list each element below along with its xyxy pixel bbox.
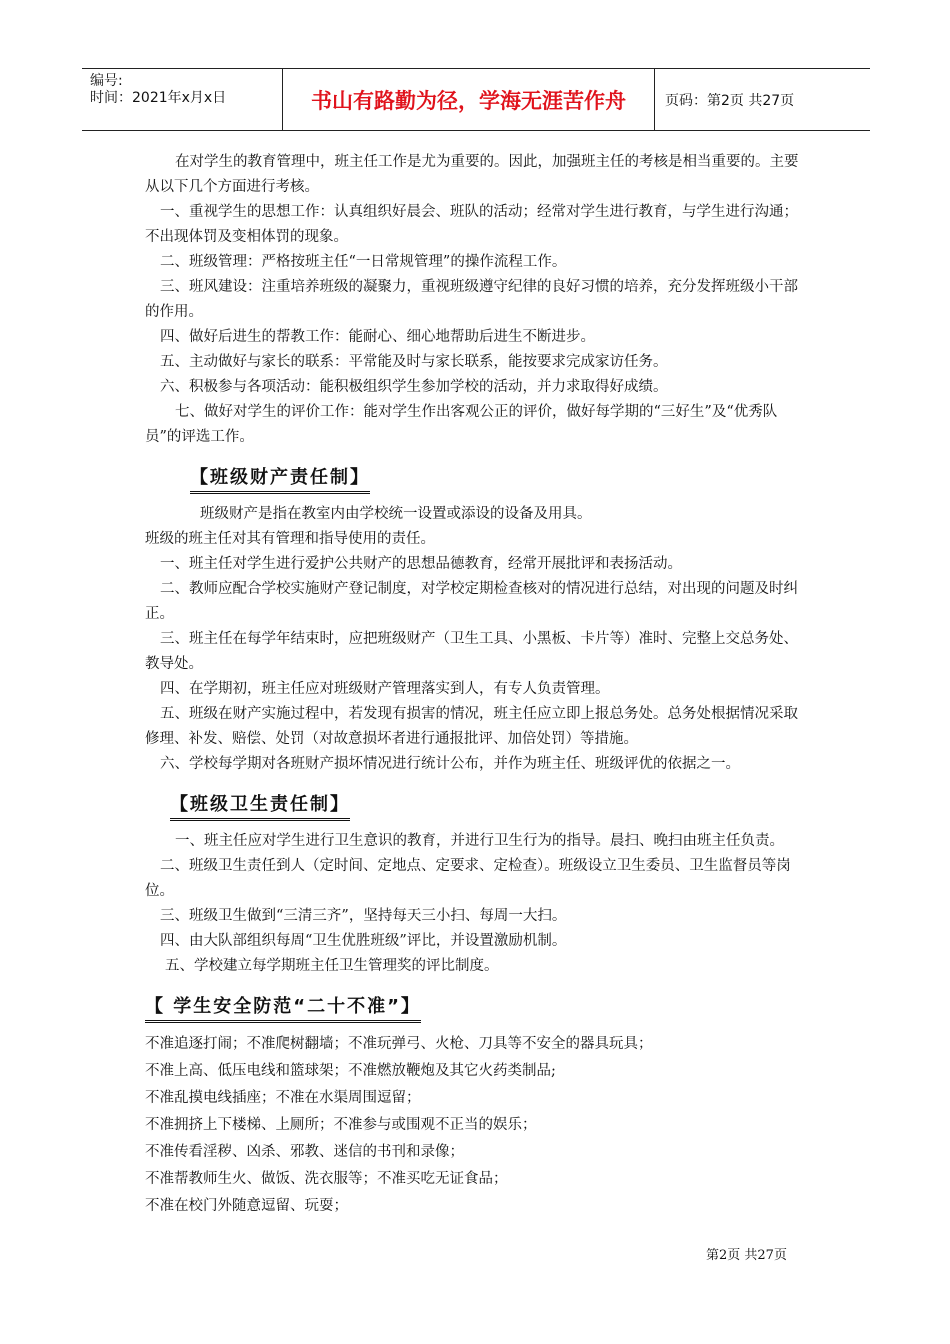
section-title-safety: 【 学生安全防范“二十不准”】 [145,989,810,1025]
intro-item: 一、重视学生的思想工作：认真组织好晨会、班队的活动；经常对学生进行教育，与学生进行沟通；不出现体罚及变相体罚的现象。 [145,204,798,245]
hygiene-item: 二、班级卫生责任到人（定时间、定地点、定要求、定检查）。班级设立卫生委员、卫生监督员等岗位。 [145,858,791,899]
page-footer: 第2页 共27页 [706,1248,787,1263]
intro-item: 二、班级管理：严格按班主任“一日常规管理”的操作流程工作。 [160,254,567,270]
safety-rule: 不准拥挤上下楼梯、上厕所；不准参与或围观不正当的娱乐； [145,1117,537,1133]
safety-rule: 不准乱摸电线插座；不准在水渠周围逗留； [145,1090,421,1106]
section-title-property: 【班级财产责任制】 [145,460,810,496]
property-item: 四、在学期初，班主任应对班级财产管理落实到人，有专人负责管理。 [160,681,610,697]
date-label: 时间：2021年x月x日 [90,90,227,106]
safety-rule: 不准在校门外随意逗留、玩耍； [145,1198,348,1214]
header-info [82,69,282,130]
property-lead: 班级的班主任对其有管理和指导使用的责任。 [145,531,435,547]
property-item: 五、班级在财产实施过程中，若发现有损害的情况，班主任应立即上报总务处。总务处根据情况采取修理、补发、赔偿、处罚（对故意损坏者进行通报批评、加倍处罚）等措施。 [145,706,798,747]
intro-item: 七、做好对学生的评价工作：能对学生作出客观公正的评价，做好每学期的“三好生”及“优秀队员”的评选工作。 [145,404,778,445]
page-header [82,68,870,131]
safety-rule: 不准上高、低压电线和篮球架；不准燃放鞭炮及其它火药类制品; [145,1063,556,1079]
document-body [145,150,810,1220]
hygiene-item: 一、班主任应对学生进行卫生意识的教育，并进行卫生行为的指导。晨扫、晚扫由班主任负责。 [175,833,784,849]
intro-item: 四、做好后进生的帮教工作：能耐心、细心地帮助后进生不断进步。 [160,329,595,345]
safety-rule: 不准帮教师生火、做饭、洗衣服等；不准买吃无证食品； [145,1171,508,1187]
header-page-number: 页码：第2页 共27页 [665,92,795,109]
intro-item: 六、积极参与各项活动：能积极组织学生参加学校的活动，并力求取得好成绩。 [160,379,668,395]
property-item: 六、学校每学期对各班财产损坏情况进行统计公布，并作为班主任、班级评优的依据之一。 [160,756,740,772]
property-lead: 班级财产是指在教室内由学校统一设置或添设的设备及用具。 [200,506,592,522]
header-motto: 书山有路勤为径，学海无涯苦作舟 [282,69,655,130]
property-item: 三、班主任在每学年结束时，应把班级财产（卫生工具、小黑板、卡片等）准时、完整上交总务处、教导处。 [145,631,798,672]
safety-rule: 不准传看淫秽、凶杀、邪教、迷信的书刊和录像； [145,1144,464,1160]
intro-paragraph: 在对学生的教育管理中，班主任工作是尤为重要的。因此，加强班主任的考核是相当重要的。主要从以下几个方面进行考核。 [145,154,799,195]
hygiene-item: 四、由大队部组织每周“卫生优胜班级”评比，并设置激励机制。 [160,933,567,949]
hygiene-item: 三、班级卫生做到“三清三齐”，坚持每天三小扫、每周一大扫。 [160,908,567,924]
safety-rule: 不准追逐打闹；不准爬树翻墙；不准玩弹弓、火枪、刀具等不安全的器具玩具； [145,1036,653,1052]
property-item: 二、教师应配合学校实施财产登记制度，对学校定期检查核对的情况进行总结，对出现的问题及时纠正。 [145,581,798,622]
document-number-label: 编号: [90,73,123,89]
property-item: 一、班主任对学生进行爱护公共财产的思想品德教育，经常开展批评和表扬活动。 [160,556,682,572]
section-title-hygiene: 【班级卫生责任制】 [145,787,810,823]
hygiene-item: 五、学校建立每学期班主任卫生管理奖的评比制度。 [165,958,499,974]
intro-item: 五、主动做好与家长的联系：平常能及时与家长联系，能按要求完成家访任务。 [160,354,668,370]
intro-item: 三、班风建设：注重培养班级的凝聚力，重视班级遵守纪律的良好习惯的培养，充分发挥班级小干部的作用。 [145,279,798,320]
